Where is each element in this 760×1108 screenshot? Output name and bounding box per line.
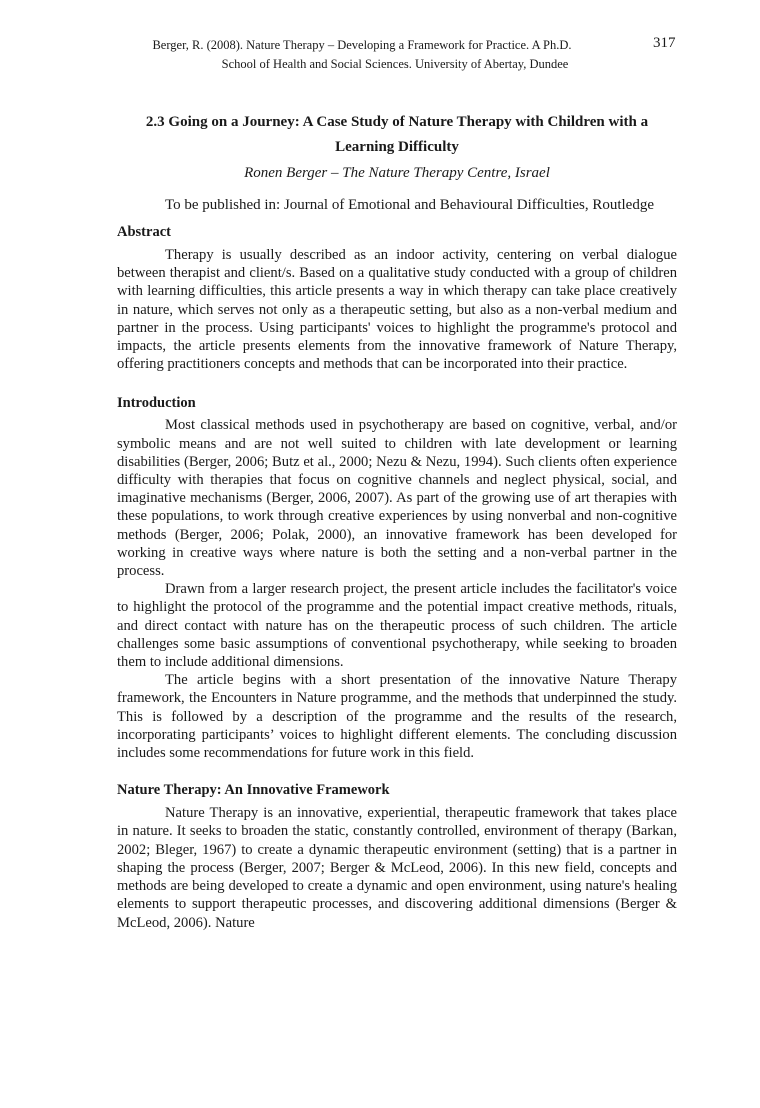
publication-note: To be published in: Journal of Emotional and Behavioural Difficulties, Routledge bbox=[165, 197, 654, 213]
article-author: Ronen Berger – The Nature Therapy Centre, Israel bbox=[244, 165, 550, 181]
introduction-paragraph-2: Drawn from a larger research project, the present article includes the facilitator's voice to highlight the protocol of the programme and the potential impact creative methods, rituals, and direct contact with nature has on the therapeutic process of such children. The article challenges some basic assumptions of conventional psychotherapy, while seeking to broaden them to include additional dimensions. bbox=[117, 581, 677, 671]
abstract-heading: Abstract bbox=[117, 224, 171, 240]
introduction-paragraph-3: The article begins with a short presentation of the innovative Nature Therapy framework, the Encounters in Nature programme, and the methods that underpinned the study. This is followed by a description of the programme and the results of the research, incorporating participants’ voices to highlight different elements. The concluding discussion includes some recommendations for future work in this field. bbox=[117, 672, 677, 762]
header-citation-line-2: School of Health and Social Sciences. University of Abertay, Dundee bbox=[221, 57, 569, 71]
nature-therapy-heading: Nature Therapy: An Innovative Framework bbox=[117, 782, 390, 799]
page-body bbox=[117, 110, 677, 932]
introduction-paragraph-1: Most classical methods used in psychotherapy are based on cognitive, verbal, and/or symbolic means and are not well suited to children with late development or learning disabilities (Berger, 2006; Butz et al., 2000; Nezu & Nezu, 1994). Such clients often experience difficulty with therapies that focus on cognitive channels and neglect physical, social, and imaginative mechanisms (Berger, 2006, 2007). As part of the growing use of art therapies with these populations, to work through creative experiences by using nonverbal and non-cognitive methods (Berger, 2006; Polak, 2000), an innovative framework has been developed for working in creative ways where nature is both the setting and a non-verbal partner in the process. bbox=[117, 417, 677, 580]
article-title: 2.3 Going on a Journey: A Case Study of Nature Therapy with Children with a Learning Difficulty bbox=[145, 114, 649, 155]
running-header bbox=[0, 36, 760, 74]
header-citation-line-1: Berger, R. (2008). Nature Therapy – Developing a Framework for Practice. A Ph.D. bbox=[152, 38, 572, 52]
page-number: 317 bbox=[653, 35, 676, 51]
nature-therapy-paragraph-1: Nature Therapy is an innovative, experiential, therapeutic framework that takes place in nature. It seeks to broaden the static, constantly controlled, environment of therapy (Barkan, 2002; Bleger, 1967) to create a dynamic therapeutic environment (setting) that is a partner in shaping the process (Berger, 2007; Berger & McLeod, 2006). In this new field, concepts and methods are being developed to create a dynamic and open environment, using nature's healing elements to support therapeutic processes, and discovering additional dimensions (Berger & McLeod, 2006). Nature bbox=[117, 805, 677, 931]
introduction-heading: Introduction bbox=[117, 395, 196, 412]
abstract-paragraph: Therapy is usually described as an indoor activity, centering on verbal dialogue between therapist and client/s. Based on a qualitative study conducted with a group of children with learning difficulties, this article presents a way in which therapy can take place creatively in nature, which serves not only as a therapeutic setting, but also as a non-verbal medium and partner in the process. Using participants' voices to highlight the programme's protocol and impacts, the article presents elements from the innovative framework of Nature Therapy, offering practitioners concepts and methods that can be incorporated into their practice. bbox=[117, 247, 677, 373]
